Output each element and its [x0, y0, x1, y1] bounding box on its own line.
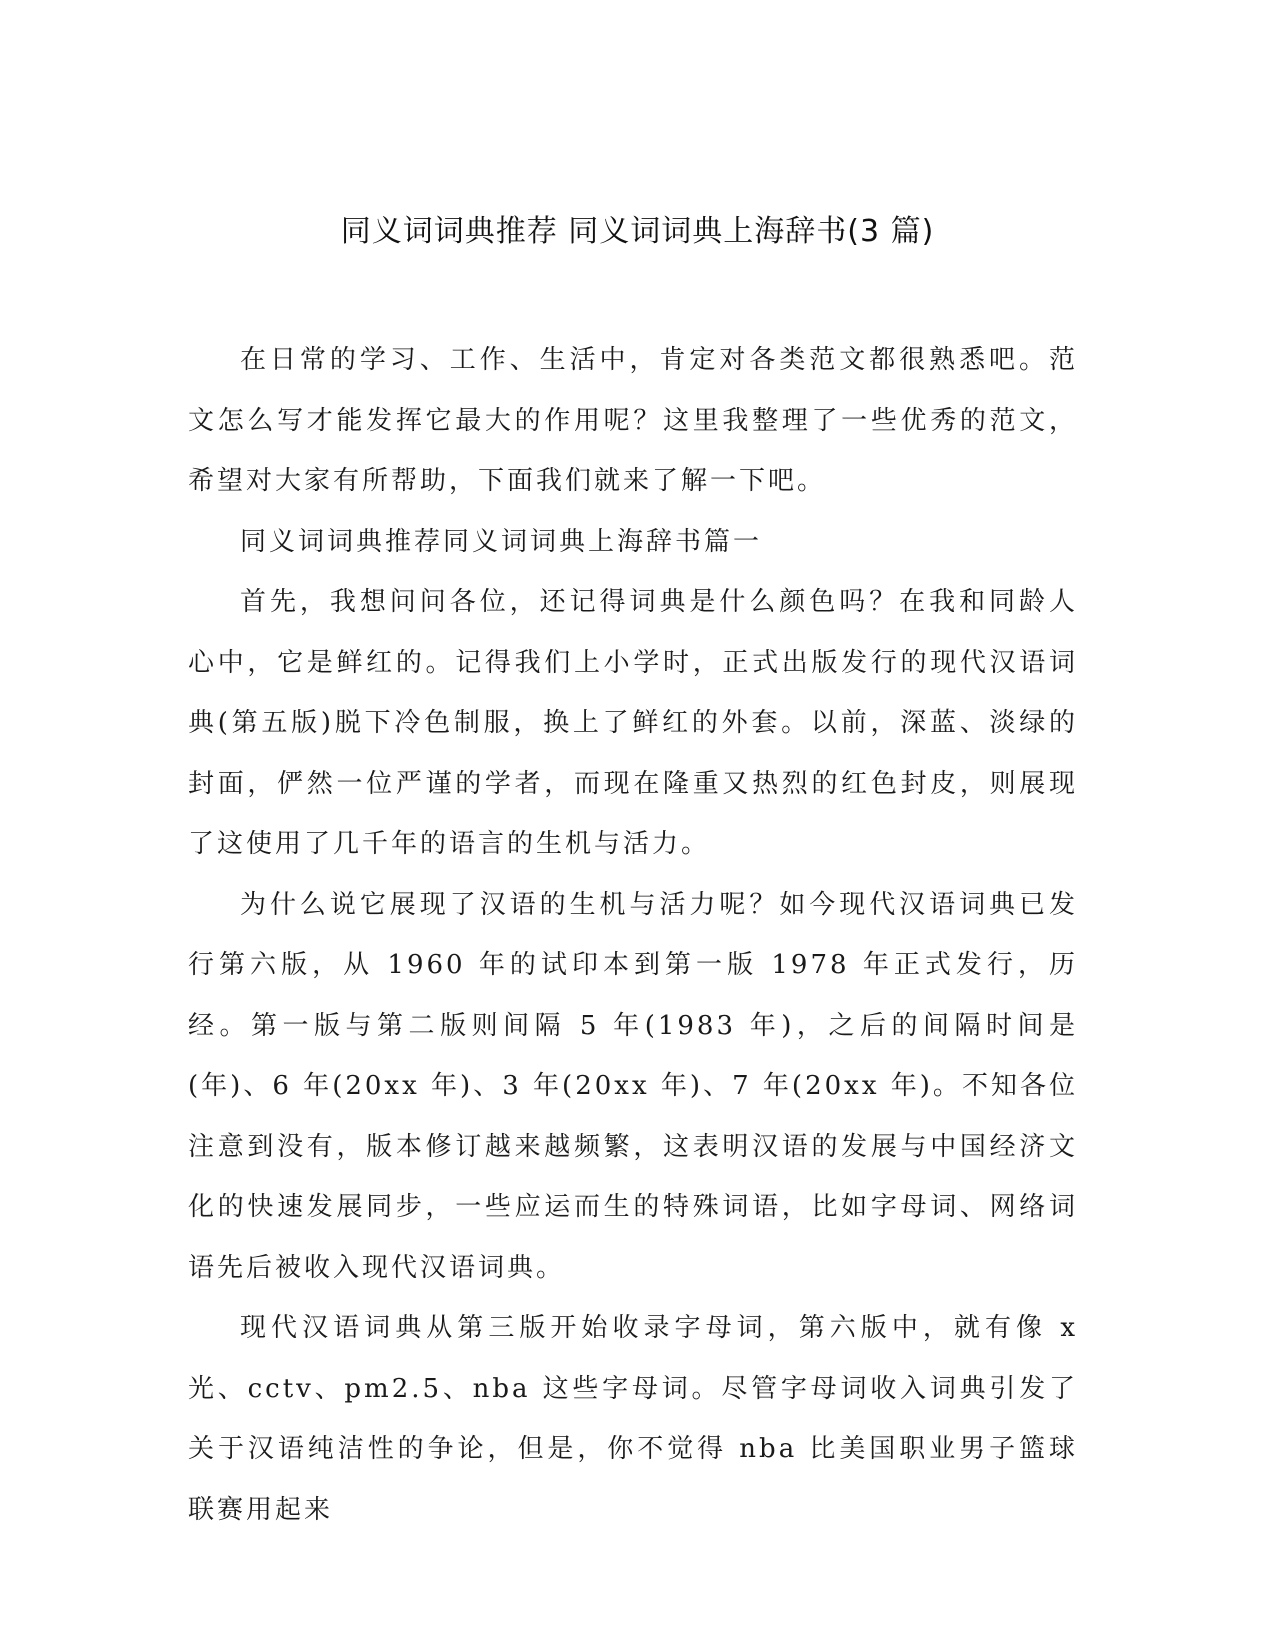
section-heading: 同义词词典推荐同义词词典上海辞书篇一: [240, 526, 763, 557]
body-paragraph: 为什么说它展现了汉语的生机与活力呢？如今现代汉语词典已发行第六版，从 1960 年的试印本到第一版 1978 年正式发行，历经。第一版与第二版则间隔 5 年(1983 年)，之后的间隔时间是(年)、6 年(20xx 年)、3 年(20xx 年)、7 年(20xx 年)。不知各位注意到没有，版本修订越来越频繁，这表明汉语的发展与中国经济文化的快速发展同步，一些应运而生的特殊词语，比如字母词、网络词语先后被收入现代汉语词典。: [188, 889, 1078, 1283]
intro-paragraph: 在日常的学习、工作、生活中，肯定对各类范文都很熟悉吧。范文怎么写才能发挥它最大的作用呢？这里我整理了一些优秀的范文，希望对大家有所帮助，下面我们就来了解一下吧。: [188, 345, 1078, 496]
body-paragraph: 首先，我想问问各位，还记得词典是什么颜色吗？在我和同龄人心中，它是鲜红的。记得我们上小学时，正式出版发行的现代汉语词典(第五版)脱下冷色制服，换上了鲜红的外套。以前，深蓝、淡绿的封面，俨然一位严谨的学者，而现在隆重又热烈的红色封皮，则展现了这使用了几千年的语言的生机与活力。: [188, 587, 1078, 859]
document-title: 同义词词典推荐 同义词词典上海辞书(3 篇): [340, 214, 935, 249]
document-body: [188, 330, 1078, 1540]
body-paragraph: 现代汉语词典从第三版开始收录字母词，第六版中，就有像 x 光、cctv、pm2.5、nba 这些字母词。尽管字母词收入词典引发了关于汉语纯洁性的争论，但是，你不觉得 nba 比美国职业男子篮球联赛用起来: [188, 1313, 1078, 1525]
